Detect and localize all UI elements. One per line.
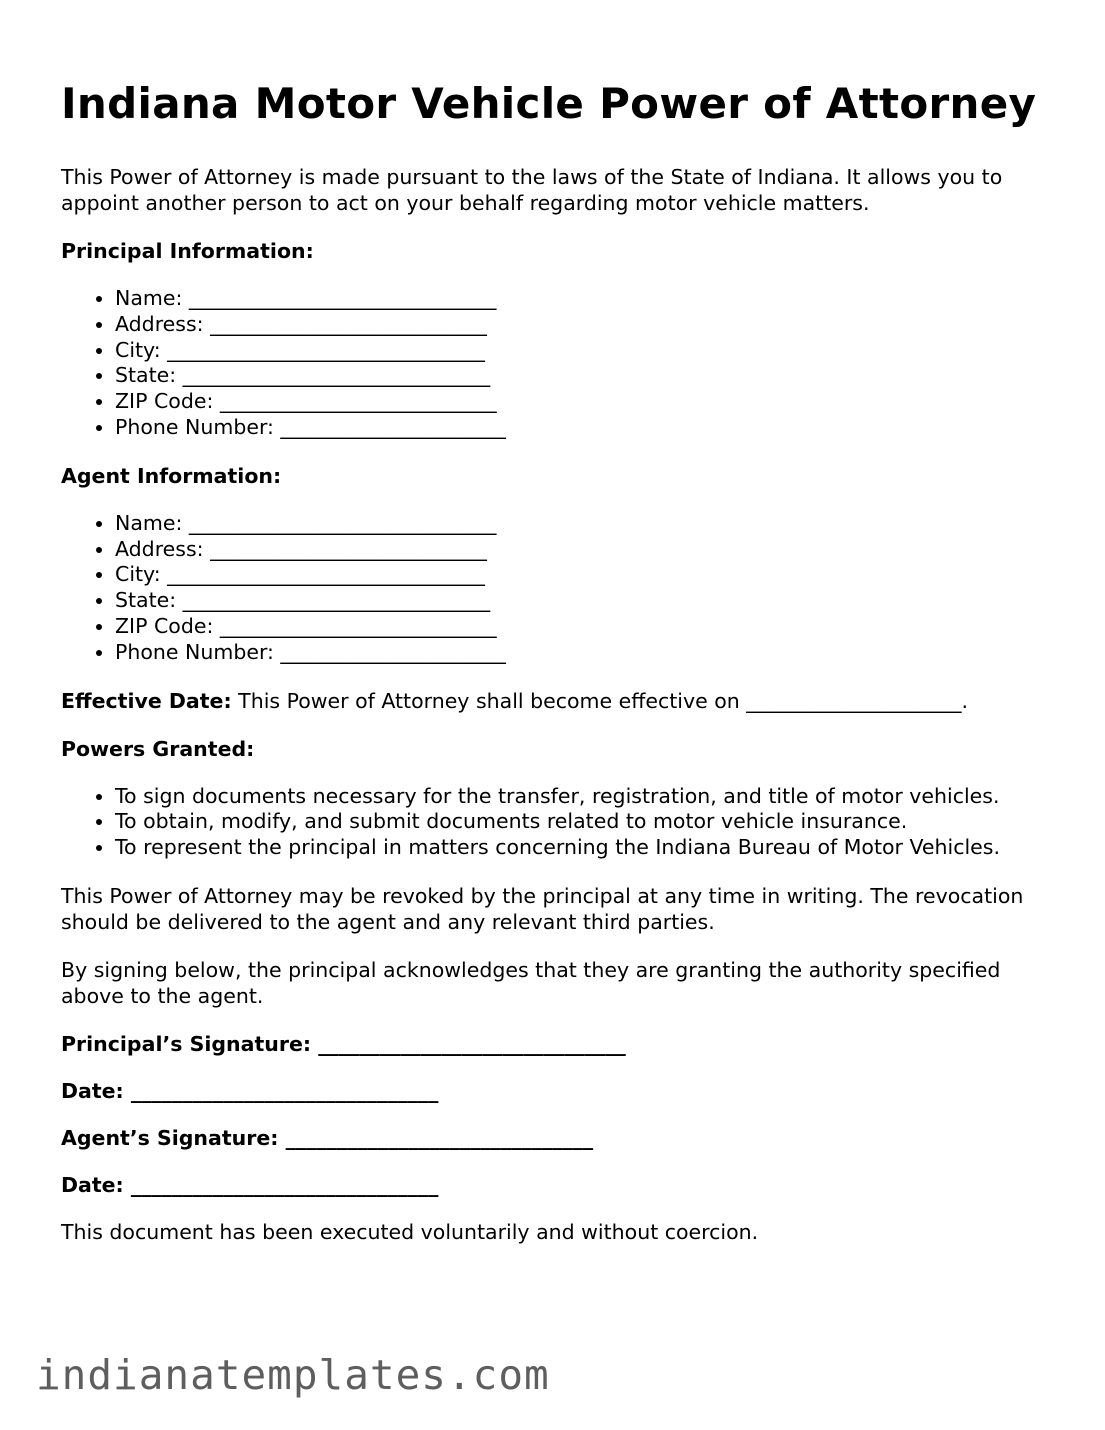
powers-list (61, 784, 1051, 861)
principal-zip-field: • ZIP Code: ___________________________ (115, 389, 1051, 415)
agent-date-line: Date: ______________________________ (61, 1172, 439, 1197)
effective-date-paragraph (61, 688, 1051, 714)
power-item-bmv: • To represent the principal in matters concerning the Indiana Bureau of Motor Vehicles. (115, 835, 1051, 861)
agent-phone-field: • Phone Number: ______________________ (115, 640, 1051, 666)
agent-address-field: • Address: ___________________________ (115, 537, 1051, 563)
document-title: Indiana Motor Vehicle Power of Attorney (61, 79, 1037, 128)
agent-fields-list (61, 511, 1051, 666)
agent-heading: Agent Information: (61, 463, 282, 488)
principal-date-line: Date: ______________________________ (61, 1078, 439, 1103)
document-page (61, 78, 1051, 1267)
acknowledgement-paragraph: By signing below, the principal acknowledges that they are granting the authority specified above to the agent. (61, 957, 1001, 1008)
power-item-transfer: • To sign documents necessary for the transfer, registration, and title of motor vehicles. (115, 784, 1051, 810)
effective-date-label: Effective Date: (61, 688, 232, 713)
principal-phone-field: • Phone Number: ______________________ (115, 415, 1051, 441)
principal-name-field: • Name: ______________________________ (115, 286, 1051, 312)
principal-city-field: • City: _______________________________ (115, 338, 1051, 364)
principal-fields-list (61, 286, 1051, 441)
powers-heading: Powers Granted: (61, 736, 255, 761)
principal-signature-line: Principal’s Signature: ______________________________ (61, 1031, 626, 1056)
revocation-paragraph: This Power of Attorney may be revoked by the principal at any time in writing. The revocation should be delivered to the agent and any relevant third parties. (61, 883, 1024, 934)
agent-state-field: • State: ______________________________ (115, 588, 1051, 614)
agent-zip-field: • ZIP Code: ___________________________ (115, 614, 1051, 640)
principal-address-field: • Address: ___________________________ (115, 312, 1051, 338)
site-watermark: indianatemplates.com (36, 1351, 550, 1399)
effective-date-text: This Power of Attorney shall become effective on _____________________. (231, 688, 969, 713)
power-item-insurance: • To obtain, modify, and submit documents related to motor vehicle insurance. (115, 809, 1051, 835)
principal-state-field: • State: ______________________________ (115, 363, 1051, 389)
agent-city-field: • City: _______________________________ (115, 562, 1051, 588)
principal-heading: Principal Information: (61, 239, 314, 263)
intro-paragraph: This Power of Attorney is made pursuant to the laws of the State of Indiana. It allows you to appoint another person to act on your behalf regarding motor vehicle matters. (61, 165, 1003, 215)
agent-signature-line: Agent’s Signature: ______________________________ (61, 1125, 594, 1150)
agent-name-field: • Name: ______________________________ (115, 511, 1051, 537)
closing-statement: This document has been executed voluntarily and without coercion. (61, 1219, 759, 1244)
